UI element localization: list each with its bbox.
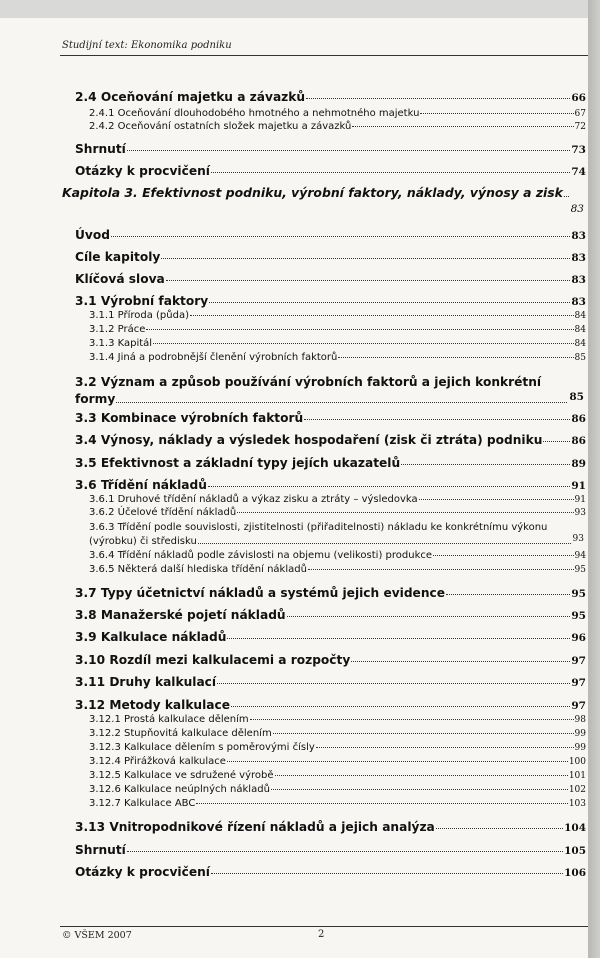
toc-entry-title: 3.6.5 Některá další hlediska třídění nákladů	[89, 564, 307, 575]
toc-entry-title: Klíčová slova	[75, 272, 165, 286]
toc-entry-page: 97	[571, 655, 586, 667]
toc-leader-dots	[198, 543, 571, 544]
toc-section-entry	[62, 653, 586, 667]
toc-leader-dots	[271, 789, 568, 790]
toc-leader-dots	[306, 98, 570, 99]
toc-leader-dots	[401, 464, 570, 465]
toc-leader-dots	[153, 343, 573, 344]
toc-leader-dots	[436, 828, 563, 829]
toc-leader-dots	[231, 706, 570, 707]
toc-entry-page: 83	[571, 252, 586, 264]
toc-section-entry	[62, 865, 586, 879]
toc-entry-title: 3.8 Manažerské pojetí nákladů	[75, 608, 286, 622]
toc-entry-page: 84	[574, 339, 586, 349]
toc-leader-dots	[111, 236, 570, 237]
toc-entry-page: 91	[574, 495, 586, 505]
toc-entry-page: 86	[571, 413, 586, 425]
toc-entry-title: 3.6.4 Třídění nákladů podle závislosti na objemu (velikosti) produkce	[89, 550, 433, 561]
toc-leader-dots	[433, 555, 574, 556]
toc-subsection-entry	[62, 564, 586, 575]
toc-subsection-entry	[62, 494, 586, 505]
toc-entry-page: 101	[568, 771, 586, 781]
toc-leader-dots	[338, 357, 573, 358]
toc-entry-page: 100	[568, 757, 586, 767]
toc-subsection-entry	[62, 756, 586, 767]
toc-entry-title: 3.6 Třídění nákladů	[75, 478, 207, 492]
toc-entry-title: Shrnutí	[75, 843, 126, 857]
toc-entry-title: 3.1.3 Kapitál	[89, 338, 153, 349]
toc-entry-title: 3.12.5 Kalkulace ve sdružené výrobě	[89, 770, 274, 781]
toc-subsection-entry	[62, 338, 586, 349]
toc-entry-title: Kapitola 3. Efektivnost podniku, výrobní faktory, náklady, výnosy a zisk	[62, 185, 563, 200]
toc-subsection-entry	[62, 324, 586, 335]
toc-subsection-entry	[62, 742, 586, 753]
toc-leader-dots	[209, 302, 570, 303]
toc-leader-dots	[116, 402, 567, 403]
toc-entry-title: 3.1 Výrobní faktory	[75, 294, 209, 308]
toc-section-entry	[62, 456, 586, 470]
toc-leader-dots	[161, 258, 570, 259]
toc-leader-dots	[237, 512, 573, 513]
toc-entry-page: 94	[574, 551, 586, 561]
toc-entry-title: 3.1.1 Příroda (půda)	[89, 310, 189, 321]
toc-entry-page: 104	[564, 822, 586, 834]
toc-entry-title: 3.10 Rozdíl mezi kalkulacemi a rozpočty	[75, 653, 351, 667]
toc-leader-dots	[308, 569, 574, 570]
toc-entry-page: 96	[571, 632, 586, 644]
toc-section-entry	[62, 374, 586, 408]
toc-leader-dots	[211, 873, 563, 874]
toc-section-entry	[62, 608, 586, 622]
toc-subsection-entry	[62, 521, 586, 549]
toc-leader-dots	[127, 851, 563, 852]
toc-section-entry	[62, 250, 586, 264]
toc-entry-title: 3.9 Kalkulace nákladů	[75, 630, 227, 644]
toc-entry-page: 73	[571, 144, 586, 156]
toc-entry-title: 3.5 Efektivnost a základní typy jejích ukazatelů	[75, 456, 401, 470]
toc-section-entry	[62, 698, 586, 712]
toc-entry-title: Cíle kapitoly	[75, 250, 161, 264]
footer-page-number: 2	[318, 929, 325, 940]
toc-chapter-entry	[62, 184, 586, 218]
toc-entry-title: 3.12.1 Prostá kalkulace dělením	[89, 714, 249, 725]
toc-entry-title: 3.4 Výnosy, náklady a výsledek hospodaření (zisk či ztráta) podniku	[75, 433, 543, 447]
toc-section-entry	[62, 820, 586, 834]
toc-leader-dots	[217, 683, 570, 684]
toc-subsection-entry	[62, 310, 586, 321]
toc-leader-dots	[208, 486, 570, 487]
toc-entry-title: 3.13 Vnitropodnikové řízení nákladů a jejich analýza	[75, 820, 435, 834]
toc-leader-dots	[316, 747, 574, 748]
toc-leader-dots	[146, 329, 573, 330]
toc-section-entry	[62, 272, 586, 286]
toc-entry-page: 105	[564, 845, 586, 857]
toc-leader-dots	[227, 638, 570, 639]
toc-entry-title: 3.12.2 Stupňovitá kalkulace dělením	[89, 728, 272, 739]
toc-subsection-entry	[62, 784, 586, 795]
toc-entry-page: 93	[572, 534, 584, 544]
toc-entry-title: 2.4.2 Oceňování ostatních složek majetku a závazků	[89, 121, 352, 132]
toc-subsection-entry	[62, 798, 586, 809]
toc-entry-page: 91	[571, 480, 586, 492]
toc-entry-page: 102	[568, 785, 586, 795]
toc-entry-page: 89	[571, 458, 586, 470]
toc-section-entry	[62, 433, 586, 447]
toc-entry-page: 74	[571, 166, 586, 178]
toc-entry-page: 103	[568, 799, 586, 809]
toc-entry-title: 3.7 Typy účetnictví nákladů a systémů jejich evidence	[75, 586, 445, 600]
toc-entry-page: 84	[574, 311, 586, 321]
toc-leader-dots	[564, 196, 569, 197]
toc-entry-page: 72	[574, 122, 586, 132]
toc-entry-title: 3.1.2 Práce	[89, 324, 146, 335]
toc-section-entry	[62, 411, 586, 425]
toc-entry-page: 95	[574, 565, 586, 575]
toc-entry-page: 83	[570, 203, 584, 215]
toc-entry-title: Otázky k procvičení	[75, 164, 210, 178]
toc-entry-page: 83	[571, 230, 586, 242]
toc-entry-page: 95	[571, 610, 586, 622]
toc-entry-title: 2.4.1 Oceňování dlouhodobého hmotného a nehmotného majetku	[89, 108, 420, 119]
toc-section-entry	[62, 228, 586, 242]
toc-entry-title: 3.1.4 Jiná a podrobnější členění výrobních faktorů	[89, 352, 338, 363]
toc-entry-title: 3.6.1 Druhové třídění nákladů a výkaz zisku a ztráty – výsledovka	[89, 494, 418, 505]
toc-entry-title: 3.12 Metody kalkulace	[75, 698, 230, 712]
toc-subsection-entry	[62, 550, 586, 561]
toc-section-entry	[62, 142, 586, 156]
toc-entry-page: 99	[574, 729, 586, 739]
toc-entry-page: 83	[571, 274, 586, 286]
toc-entry-page: 83	[571, 296, 586, 308]
page-edge	[588, 0, 600, 958]
toc-subsection-entry	[62, 352, 586, 363]
toc-leader-dots	[227, 761, 568, 762]
header-rule	[60, 55, 588, 56]
toc-entry-page: 97	[571, 677, 586, 689]
footer-rule	[60, 926, 588, 927]
toc-entry-title: 3.12.7 Kalkulace ABC	[89, 798, 196, 809]
toc-subsection-entry	[62, 121, 586, 132]
toc-leader-dots	[304, 419, 570, 420]
toc-entry-title: Úvod	[75, 228, 110, 242]
toc-entry-page: 95	[571, 588, 586, 600]
toc-leader-dots	[127, 150, 571, 151]
toc-subsection-entry	[62, 728, 586, 739]
toc-entry-page: 98	[574, 715, 586, 725]
toc-section-entry	[62, 90, 586, 104]
toc-entry-page: 97	[571, 700, 586, 712]
toc-section-entry	[62, 164, 586, 178]
toc-leader-dots	[211, 172, 570, 173]
toc-entry-title: 2.4 Oceňování majetku a závazků	[75, 90, 306, 104]
toc-entry-page: 67	[574, 109, 586, 119]
toc-entry-page: 85	[574, 353, 586, 363]
toc-section-entry	[62, 630, 586, 644]
toc-leader-dots	[419, 499, 574, 500]
toc-leader-dots	[196, 803, 567, 804]
toc-leader-dots	[446, 594, 570, 595]
toc-entry-page: 106	[564, 867, 586, 879]
toc-entry-title: 3.12.6 Kalkulace neúplných nákladů	[89, 784, 270, 795]
toc-entry-page: 66	[571, 92, 586, 104]
toc-leader-dots	[352, 126, 573, 127]
toc-entry-page: 85	[569, 391, 584, 403]
toc-entry-page: 86	[571, 435, 586, 447]
toc-leader-dots	[166, 280, 571, 281]
toc-entry-page: 99	[574, 743, 586, 753]
toc-subsection-entry	[62, 770, 586, 781]
toc-section-entry	[62, 294, 586, 308]
toc-entry-title: Otázky k procvičení	[75, 865, 210, 879]
toc-section-entry	[62, 586, 586, 600]
toc-leader-dots	[190, 315, 574, 316]
toc-section-entry	[62, 843, 586, 857]
footer-copyright: © VŠEM 2007	[62, 930, 132, 941]
toc-section-entry	[62, 478, 586, 492]
toc-entry-title: 3.12.4 Přirážková kalkulace	[89, 756, 226, 767]
toc-leader-dots	[273, 733, 574, 734]
toc-entry-title: 3.6.2 Účelové třídění nákladů	[89, 507, 237, 518]
toc-entry-title: 3.3 Kombinace výrobních faktorů	[75, 411, 304, 425]
toc-leader-dots	[287, 616, 571, 617]
running-header: Studijní text: Ekonomika podniku	[62, 40, 232, 51]
toc-entry-title: 3.12.3 Kalkulace dělením s poměrovými čísly	[89, 742, 315, 753]
toc-subsection-entry	[62, 507, 586, 518]
toc-leader-dots	[351, 661, 570, 662]
toc-entry-title: 3.2 Význam a způsob používání výrobních faktorů a jejich konkrétní formy	[75, 375, 542, 406]
toc-entry-page: 93	[574, 508, 586, 518]
toc-leader-dots	[543, 441, 570, 442]
toc-section-entry	[62, 675, 586, 689]
toc-subsection-entry	[62, 108, 586, 119]
toc-leader-dots	[275, 775, 568, 776]
toc-entry-page: 84	[574, 325, 586, 335]
toc-leader-dots	[250, 719, 574, 720]
toc-subsection-entry	[62, 714, 586, 725]
toc-leader-dots	[420, 113, 573, 114]
toc-entry-title: 3.11 Druhy kalkulací	[75, 675, 217, 689]
toc-entry-title: 3.6.3 Třídění podle souvislosti, zjistitelnosti (přiřaditelnosti) nákladu ke konkrétnímu výkonu (výrobku) či středisku	[89, 522, 548, 547]
toc-entry-title: Shrnutí	[75, 142, 126, 156]
